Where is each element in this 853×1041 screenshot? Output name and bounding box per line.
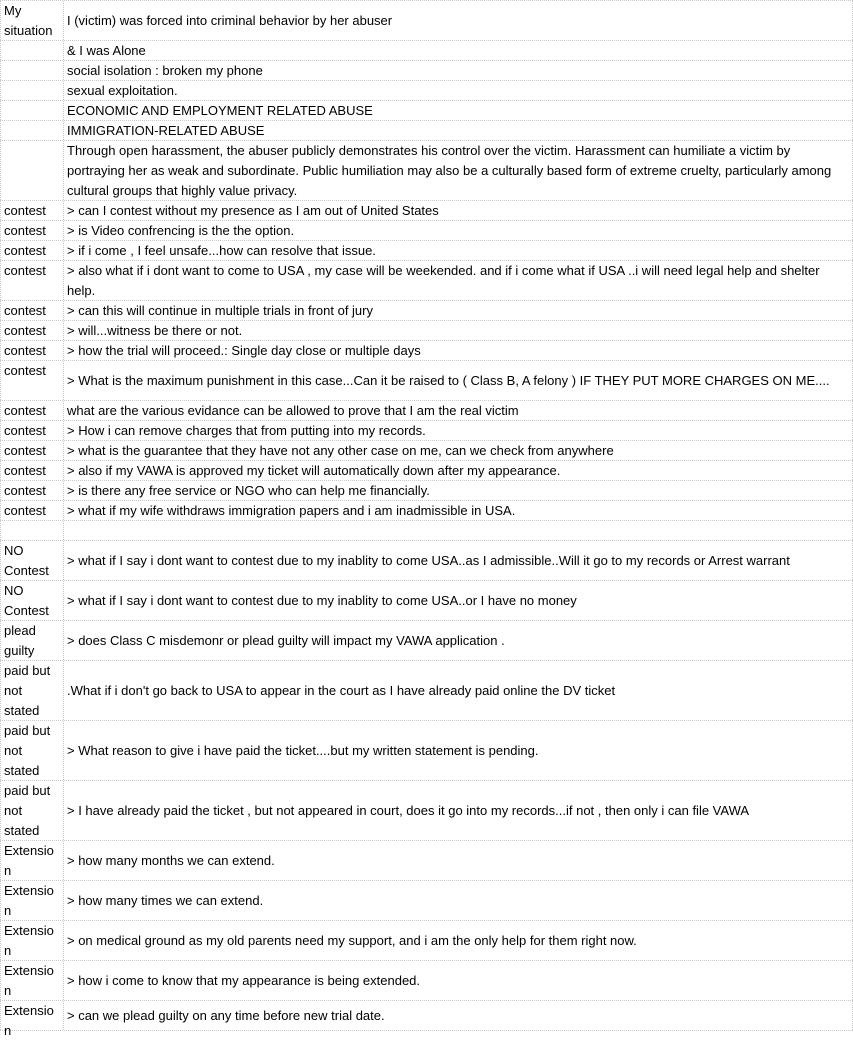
- text-cell[interactable]: [64, 301, 853, 320]
- table-row[interactable]: [0, 841, 853, 881]
- cell-text: what are the various evidance can be allowed to prove that I am the real victim: [67, 402, 519, 418]
- text-cell[interactable]: [64, 201, 853, 220]
- text-cell[interactable]: [64, 621, 853, 660]
- text-cell[interactable]: [64, 841, 853, 880]
- text-cell[interactable]: [64, 1001, 853, 1030]
- table-row[interactable]: [0, 401, 853, 421]
- text-cell[interactable]: [64, 921, 853, 960]
- cell-text: & I was Alone: [67, 42, 146, 58]
- cell-text: > how many times we can extend.: [67, 892, 264, 908]
- cell-text: > how i come to know that my appearance is being extended.: [67, 972, 421, 988]
- category-cell[interactable]: contest: [0, 421, 64, 440]
- text-cell[interactable]: [64, 541, 853, 580]
- text-cell[interactable]: [64, 401, 853, 420]
- cell-text: > What is the maximum punishment in this case...Can it be raised to ( Class B, A felony ) IF THEY PUT MORE CHARGES ON ME....: [67, 372, 830, 388]
- text-cell[interactable]: [64, 61, 853, 80]
- table-row[interactable]: [0, 521, 853, 541]
- table-row[interactable]: [0, 481, 853, 501]
- cell-text: > what if I say i dont want to contest due to my inablity to come USA..or I have no money: [67, 592, 577, 608]
- category-cell[interactable]: contest: [0, 441, 64, 460]
- table-row[interactable]: [0, 201, 853, 221]
- table-row[interactable]: [0, 881, 853, 921]
- category-cell[interactable]: NO Contest: [0, 581, 64, 620]
- table-row[interactable]: [0, 301, 853, 321]
- text-cell[interactable]: [64, 101, 853, 120]
- table-row[interactable]: [0, 101, 853, 121]
- text-cell[interactable]: [64, 581, 853, 620]
- category-cell[interactable]: plead guilty: [0, 621, 64, 660]
- category-cell[interactable]: contest: [0, 501, 64, 520]
- category-cell[interactable]: contest: [0, 261, 64, 300]
- table-row[interactable]: [0, 581, 853, 621]
- cell-text: social isolation : broken my phone: [67, 62, 263, 78]
- category-cell[interactable]: contest: [0, 321, 64, 340]
- category-cell[interactable]: My situation: [0, 1, 64, 40]
- table-row[interactable]: [0, 661, 853, 721]
- text-cell[interactable]: [64, 241, 853, 260]
- cell-text: > What reason to give i have paid the ticket....but my written statement is pending.: [67, 742, 539, 758]
- table-row[interactable]: [0, 1001, 853, 1038]
- category-cell[interactable]: contest: [0, 341, 64, 360]
- cell-text: > how the trial will proceed.: Single day close or multiple days: [67, 342, 421, 358]
- category-cell[interactable]: Extensio n: [0, 881, 64, 920]
- category-cell[interactable]: NO Contest: [0, 541, 64, 580]
- cell-text: > what is the guarantee that they have not any other case on me, can we check from anywhere: [67, 442, 614, 458]
- category-cell[interactable]: contest: [0, 401, 64, 420]
- text-cell[interactable]: [64, 1, 853, 40]
- table-row[interactable]: [0, 441, 853, 461]
- cell-text: > what if my wife withdraws immigration papers and i am inadmissible in USA.: [67, 502, 516, 518]
- table-row[interactable]: [0, 621, 853, 661]
- category-cell[interactable]: [0, 41, 64, 60]
- cell-text: > I have already paid the ticket , but not appeared in court, does it go into my records...if not , then only i can file VAWA: [67, 802, 750, 818]
- text-cell[interactable]: [64, 41, 853, 60]
- cell-text: > can this will continue in multiple trials in front of jury: [67, 302, 373, 318]
- table-row[interactable]: [0, 461, 853, 481]
- category-cell[interactable]: contest: [0, 481, 64, 500]
- text-cell[interactable]: [64, 141, 853, 200]
- table-row[interactable]: [0, 341, 853, 361]
- text-cell[interactable]: [64, 501, 853, 520]
- cell-text: ECONOMIC AND EMPLOYMENT RELATED ABUSE: [67, 102, 373, 118]
- category-cell[interactable]: paid but not stated: [0, 721, 64, 780]
- category-cell[interactable]: contest: [0, 461, 64, 480]
- table-row[interactable]: [0, 361, 853, 401]
- cell-text: > is Video confrencing is the the option.: [67, 222, 295, 238]
- cell-text: Through open harassment, the abuser publicly demonstrates his control over the victim. Harassment can humiliate a victim by portraying her as weak and subordinate. Public humiliation may also be a culturally based form of extreme cruelty, particularly among cultural groups that highly value privacy.: [67, 142, 832, 198]
- category-cell[interactable]: [0, 521, 64, 540]
- table-row[interactable]: [0, 241, 853, 261]
- cell-text: .What if i don't go back to USA to appear in the court as I have already paid online the DV ticket: [67, 682, 616, 698]
- table-row[interactable]: [0, 121, 853, 141]
- text-cell[interactable]: [64, 441, 853, 460]
- text-cell[interactable]: [64, 521, 853, 540]
- cell-text: > can we plead guilty on any time before new trial date.: [67, 1007, 385, 1023]
- table-row[interactable]: [0, 41, 853, 61]
- category-cell[interactable]: paid but not stated: [0, 781, 64, 840]
- table-row[interactable]: [0, 721, 853, 781]
- cell-text: I (victim) was forced into criminal behavior by her abuser: [67, 12, 393, 28]
- text-cell[interactable]: [64, 961, 853, 1000]
- cell-text: IMMIGRATION-RELATED ABUSE: [67, 122, 265, 138]
- cell-text: > does Class C misdemonr or plead guilty will impact my VAWA application .: [67, 632, 505, 648]
- text-cell[interactable]: [64, 361, 853, 400]
- cell-text: > what if I say i dont want to contest due to my inablity to come USA..as I admissible..Will it go to my records or Arrest warrant: [67, 552, 790, 568]
- text-cell[interactable]: [64, 881, 853, 920]
- category-cell[interactable]: Extensio n: [0, 841, 64, 880]
- table-row[interactable]: [0, 541, 853, 581]
- text-cell[interactable]: [64, 481, 853, 500]
- category-cell[interactable]: [0, 121, 64, 140]
- cell-text: > on medical ground as my old parents need my support, and i am the only help for them right now.: [67, 932, 637, 948]
- cell-text: > is there any free service or NGO who can help me financially.: [67, 482, 430, 498]
- text-cell[interactable]: [64, 721, 853, 780]
- table-row[interactable]: [0, 141, 853, 201]
- text-cell[interactable]: [64, 421, 853, 440]
- table-row[interactable]: [0, 921, 853, 961]
- table-row[interactable]: [0, 221, 853, 241]
- text-cell[interactable]: [64, 661, 853, 720]
- text-cell[interactable]: [64, 461, 853, 480]
- cell-text: > if i come , I feel unsafe...how can resolve that issue.: [67, 242, 376, 258]
- cell-text: > can I contest without my presence as I am out of United States: [67, 202, 439, 218]
- cell-text: > also what if i dont want to come to USA , my case will be weekended. and if i come what if USA ..i will need legal help and shelter help.: [67, 262, 820, 298]
- category-cell[interactable]: paid but not stated: [0, 661, 64, 720]
- category-cell[interactable]: contest: [0, 201, 64, 220]
- table-row[interactable]: [0, 81, 853, 101]
- cell-text: > will...witness be there or not.: [67, 322, 243, 338]
- table-row[interactable]: [0, 781, 853, 841]
- category-cell[interactable]: contest: [0, 301, 64, 320]
- table-row[interactable]: [0, 421, 853, 441]
- table-row[interactable]: [0, 501, 853, 521]
- category-cell[interactable]: contest: [0, 221, 64, 240]
- text-cell[interactable]: [64, 221, 853, 240]
- text-cell[interactable]: [64, 781, 853, 840]
- text-cell[interactable]: [64, 121, 853, 140]
- text-cell[interactable]: [64, 321, 853, 340]
- text-cell[interactable]: [64, 261, 853, 300]
- table-row[interactable]: [0, 321, 853, 341]
- table-row[interactable]: [0, 1, 853, 41]
- category-cell[interactable]: Extensio n: [0, 961, 64, 1000]
- table-row[interactable]: [0, 261, 853, 301]
- category-cell[interactable]: contest: [0, 241, 64, 260]
- cell-text: > how many months we can extend.: [67, 852, 275, 868]
- category-cell[interactable]: Extensio n: [0, 1001, 64, 1030]
- category-cell[interactable]: [0, 81, 64, 100]
- category-cell[interactable]: contest: [0, 361, 64, 400]
- text-cell[interactable]: [64, 81, 853, 100]
- cell-text: sexual exploitation.: [67, 82, 178, 98]
- cell-text: > also if my VAWA is approved my ticket will automatically down after my appearance.: [67, 462, 561, 478]
- text-cell[interactable]: [64, 341, 853, 360]
- category-cell[interactable]: Extensio n: [0, 921, 64, 960]
- category-cell[interactable]: [0, 141, 64, 200]
- category-cell[interactable]: [0, 101, 64, 120]
- category-cell[interactable]: [0, 61, 64, 80]
- table-row[interactable]: [0, 61, 853, 81]
- cell-text: > How i can remove charges that from putting into my records.: [67, 422, 426, 438]
- table-row[interactable]: [0, 961, 853, 1001]
